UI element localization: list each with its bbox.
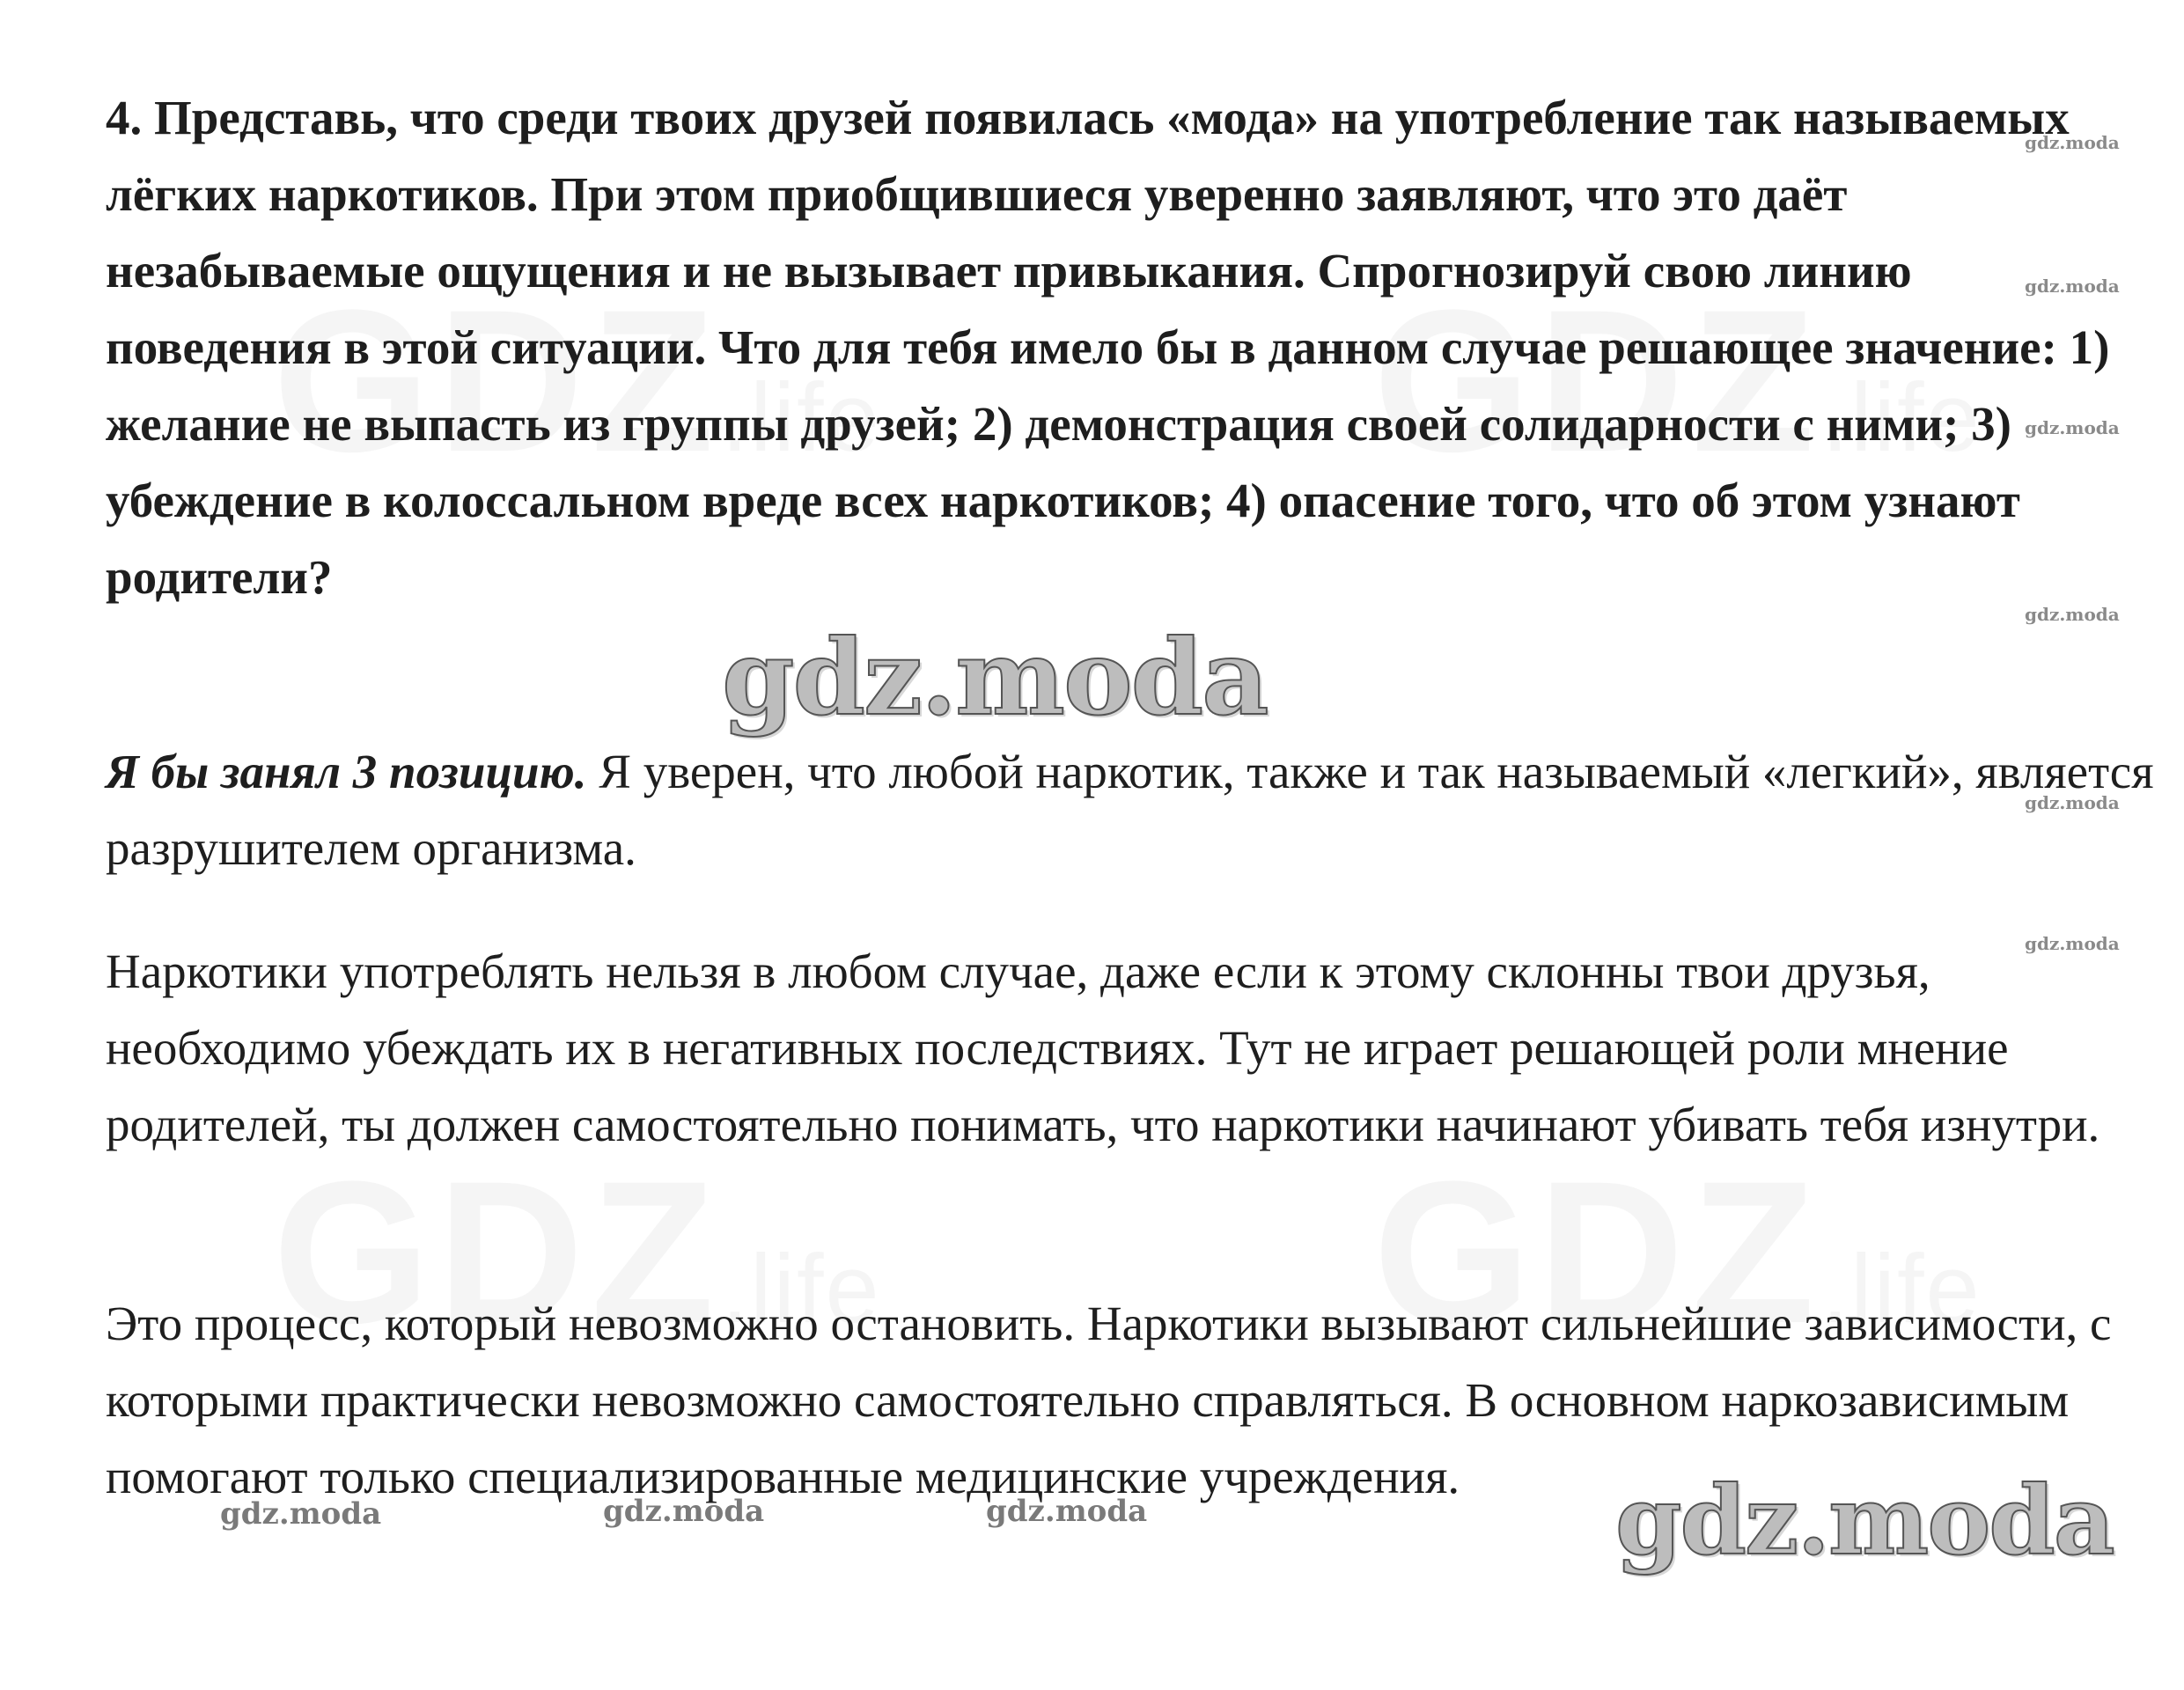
watermark-logo: gdz.moda [722, 616, 1268, 738]
watermark-tag: gdz.moda [603, 1494, 765, 1529]
watermark-tag: gdz.moda [986, 1494, 1148, 1529]
watermark-logo: gdz.moda [1615, 1466, 2114, 1576]
watermark-tag: gdz.moda [2025, 417, 2120, 438]
answer-lead: Я бы занял 3 позицию. [106, 745, 587, 798]
answer-text: Я уверен, что любой наркотик, также и так называемый «легкий», является разрушителем организма. [106, 745, 2154, 875]
watermark-tag: gdz.moda [2025, 276, 2120, 297]
watermark-tag: gdz.moda [2025, 132, 2120, 153]
answer-paragraph: Это процесс, который невозможно остановить. Наркотики вызывают сильнейшие зависимости, с которыми практически невозможно самостоятельно справляться. В основном наркозависимым помогают только специализированные медицинские учреждения. [106, 1297, 2112, 1503]
watermark-tag: gdz.moda [220, 1496, 382, 1532]
task-question: 4. Представь, что среди твоих друзей появилась «мода» на употребление так называемых лёгких наркотиков. При этом приобщившиеся уверенно заявляют, что это даёт незабываемые ощущения и не вызывает привыкания. Спрогнозируй свою линию поведения в этой ситуации. Что для тебя имело бы в данном случае решающее значение: 1) желание не выпасть из группы друзей; 2) демонстрация своей солидарности с ними; 3) убеждение в колоссальном вреде всех наркотиков; 4) опасение того, что об этом узнают родители? [106, 91, 2110, 604]
answer-paragraph: Наркотики употреблять нельзя в любом случае, даже если к этому склонны твои друзья, необходимо убеждать их в негативных последствиях. Тут не играет решающей роли мнение родителей, ты должен самостоятельно понимать, что наркотики начинают убивать тебя изнутри. [106, 944, 2100, 1151]
watermark-tag: gdz.moda [2025, 792, 2120, 813]
watermark-tag: gdz.moda [2025, 604, 2120, 625]
watermark-tag: gdz.moda [2025, 933, 2120, 954]
answer-paragraph [106, 733, 2157, 886]
